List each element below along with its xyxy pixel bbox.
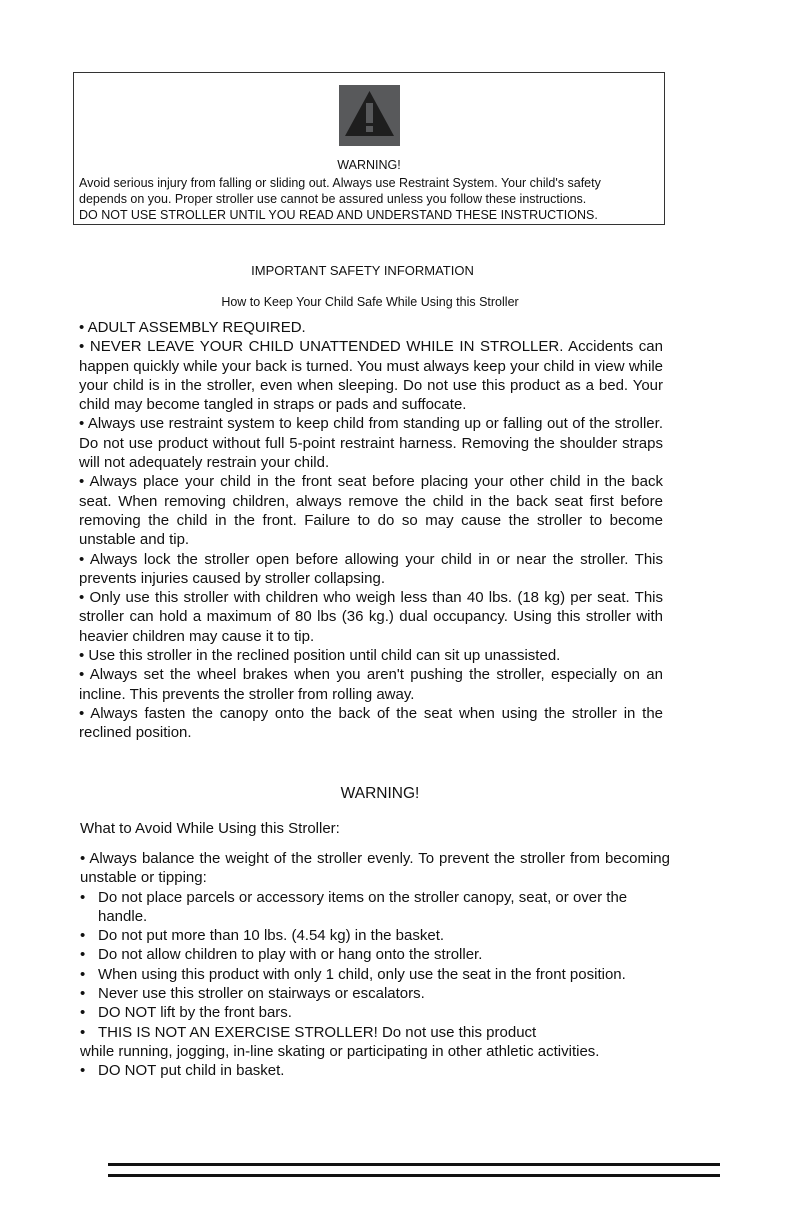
warning-line-2: depends on you. Proper stroller use cannot be assured unless you follow these instructions.: [79, 192, 587, 206]
list-item: • Always balance the weight of the stroller evenly. To prevent the stroller from becoming unstable or tipping:: [80, 850, 670, 887]
warning-text: [79, 175, 659, 223]
list-item-continuation: while running, jogging, in-line skating or participating in other athletic activities.: [80, 1042, 600, 1060]
safety-list: [79, 318, 663, 743]
avoid-list: [80, 849, 670, 1081]
list-item-text: Never use this stroller on stairways or escalators.: [98, 985, 425, 1003]
footer-rule-top: [108, 1163, 720, 1166]
list-item-text: Do not allow children to play with or hang onto the stroller.: [98, 946, 483, 964]
list-item: [80, 1023, 670, 1042]
avoid-subheading: What to Avoid While Using this Stroller:: [80, 820, 340, 837]
bullet: •: [80, 965, 86, 983]
list-item: • Always place your child in the front seat before placing your other child in the back seat. When removing children, always remove the child in the back seat first before removing the child in the front. Failure to do so may cause the stroller to become unstable and tip.: [79, 473, 663, 549]
list-item: [80, 945, 670, 964]
list-item: [80, 965, 670, 984]
safety-subheading: How to Keep Your Child Safe While Using this Stroller: [221, 295, 519, 309]
list-item: • Always fasten the canopy onto the back of the seat when using the stroller in the reclined position.: [79, 704, 663, 742]
list-item: [80, 984, 670, 1003]
list-item: • NEVER LEAVE YOUR CHILD UNATTENDED WHILE IN STROLLER. Accidents can happen quickly while your back is turned. You must always keep your child in view while your child is in the stroller, even when sleeping. Do not use this product as a bed. Your child may become tangled in straps or pads and suffocate.: [79, 338, 663, 414]
avoid-warning-heading: WARNING!: [340, 785, 420, 802]
list-item: [80, 1003, 670, 1022]
list-item-text: DO NOT put child in basket.: [98, 1062, 285, 1080]
bullet: •: [80, 888, 86, 906]
list-item-text: Do not place parcels or accessory items on the stroller canopy, seat, or over the handle.: [98, 888, 628, 925]
list-item: [80, 888, 670, 927]
list-item-text: Do not put more than 10 lbs. (4.54 kg) in the basket.: [98, 927, 445, 945]
safety-heading: IMPORTANT SAFETY INFORMATION: [251, 263, 474, 278]
list-item: • Always lock the stroller open before allowing your child in or near the stroller. This prevents injuries caused by stroller collapsing.: [79, 550, 663, 587]
list-item: [80, 926, 670, 945]
warning-title: WARNING!: [337, 158, 401, 172]
warning-box: [73, 72, 665, 225]
list-item: • Always use restraint system to keep child from standing up or falling out of the stroller. Do not use product without full 5-point restraint harness. Removing the shoulder straps will not adequately restrain your child.: [79, 415, 663, 472]
footer-rule-bottom: [108, 1174, 720, 1177]
list-item-text: THIS IS NOT AN EXERCISE STROLLER! Do not use this product: [98, 1023, 537, 1041]
bullet: •: [80, 1062, 86, 1080]
bullet: •: [80, 927, 86, 945]
list-item: [80, 1061, 670, 1080]
bullet: •: [80, 1023, 86, 1041]
bullet: •: [80, 1004, 86, 1022]
warning-line-3: DO NOT USE STROLLER UNTIL YOU READ AND UNDERSTAND THESE INSTRUCTIONS.: [79, 208, 598, 222]
list-item: • Always set the wheel brakes when you aren't pushing the stroller, especially on an incline. This prevents the stroller from rolling away.: [79, 666, 663, 703]
list-item-text: DO NOT lift by the front bars.: [98, 1004, 292, 1022]
list-item: • Use this stroller in the reclined position until child can sit up unassisted.: [79, 647, 561, 665]
list-item: • Only use this stroller with children who weigh less than 40 lbs. (18 kg) per seat. This stroller can hold a maximum of 80 lbs (36 kg.) dual occupancy. Using this stroller with heavier children may cause it to tip.: [79, 589, 663, 645]
bullet: •: [80, 985, 86, 1003]
bullet: •: [80, 946, 86, 964]
warning-triangle-icon: [339, 85, 400, 146]
list-item: • ADULT ASSEMBLY REQUIRED.: [79, 319, 306, 336]
list-item-text: When using this product with only 1 child, only use the seat in the front position.: [98, 965, 626, 983]
warning-line-1: Avoid serious injury from falling or sliding out. Always use Restraint System. Your child's safety: [79, 176, 601, 190]
